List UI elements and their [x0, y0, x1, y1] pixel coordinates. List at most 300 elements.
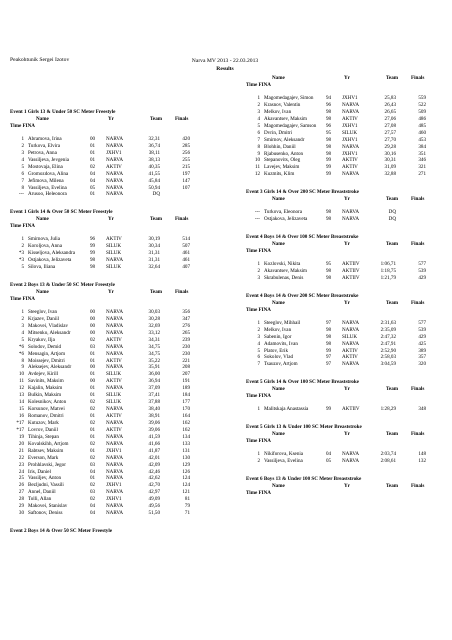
cell-yr: 02: [90, 406, 96, 413]
cell-team: SILUK: [342, 129, 357, 136]
cell-name: Smirnova, Julia: [28, 236, 60, 243]
cell-team: NARVA: [106, 329, 124, 336]
cell-name: Jefimova, Milena: [28, 177, 64, 184]
cell-name: Kutuzov, Mark: [28, 419, 59, 426]
cell-rank: *17: [16, 419, 24, 426]
cell-finals: 42,01: [148, 454, 160, 461]
cell-team: JXHV1: [106, 496, 122, 503]
result-row: [246, 216, 452, 223]
cell-finals: 49,09: [148, 496, 160, 503]
cell-rank: 8: [21, 184, 24, 191]
cell-name: Steeglov, Ivan: [28, 308, 58, 315]
header-team: Team: [386, 299, 398, 306]
cell-team: SILUK: [106, 399, 121, 406]
cell-rank: 13: [18, 392, 24, 399]
cell-fina: 221: [182, 357, 190, 364]
cell-team: NARVA: [106, 385, 124, 392]
cell-team: NARVA: [106, 322, 124, 329]
cell-yr: 01: [90, 413, 96, 420]
cell-finals: 2:03,74: [380, 451, 396, 458]
cell-rank: 8: [21, 357, 24, 364]
cell-yr: 99: [326, 406, 332, 413]
cell-name: Silova, Iliana: [28, 264, 56, 271]
cell-fina: 230: [182, 343, 190, 350]
result-row: [246, 451, 452, 458]
cell-yr: 94: [326, 95, 332, 101]
organizer-label: Peakohtunik Sergei Izotov: [10, 57, 70, 63]
time-fina-label: Time FINA: [246, 438, 271, 445]
cell-rank: 3: [257, 274, 260, 281]
cell-finals: 2:35,09: [380, 326, 396, 333]
result-row: [246, 354, 452, 361]
cell-finals: 2:31,63: [380, 319, 396, 326]
table-header: [246, 386, 452, 393]
result-row: [246, 151, 452, 158]
cell-finals: 2:08,61: [380, 458, 396, 465]
cell-rank: 1: [257, 406, 260, 413]
cell-finals: 41,66: [148, 440, 160, 447]
header-finals: Finals: [411, 431, 425, 438]
cell-yr: 98: [326, 108, 332, 115]
time-fina-label: Time FINA: [246, 248, 271, 255]
cell-rank: 6: [257, 354, 260, 361]
cell-name: Magomedagajev, Samson: [264, 122, 317, 129]
cell-finals: 39,06: [148, 426, 160, 433]
cell-yr: 98: [326, 267, 332, 274]
cell-yr: 98: [326, 340, 332, 347]
cell-name: Gromozdova, Alina: [28, 170, 69, 177]
cell-rank: 23: [18, 461, 24, 468]
cell-yr: 97: [326, 361, 332, 368]
header-name: Name: [36, 115, 49, 122]
cell-rank: *3: [18, 257, 24, 264]
cell-yr: 98: [326, 216, 332, 223]
cell-name: Vassiljev, Anton: [28, 475, 62, 482]
result-row: [10, 243, 220, 250]
cell-finals: 30,03: [148, 308, 160, 315]
result-row: [10, 496, 220, 503]
result-row: [246, 275, 452, 282]
header-finals: Finals: [175, 288, 189, 295]
cell-fina: 514: [182, 236, 190, 243]
cell-finals: 30,19: [148, 236, 160, 243]
cell-rank: 11: [19, 378, 24, 385]
cell-rank: 1: [257, 319, 260, 326]
cell-yr: 01: [90, 426, 96, 433]
header-finals: Finals: [411, 196, 425, 203]
cell-fina: 351: [418, 150, 426, 157]
cell-name: Kajalin, Maksim: [28, 385, 63, 392]
header-yr: Yr: [344, 241, 350, 248]
cell-rank: 4: [257, 115, 260, 122]
cell-finals: 40,35: [148, 163, 160, 170]
cell-name: Koroljova, Anna: [28, 243, 62, 250]
cell-yr: 96: [90, 236, 96, 243]
cell-fina: 461: [182, 250, 190, 257]
cell-name: Sabenin, Igor: [264, 333, 292, 340]
cell-rank: 5: [21, 163, 24, 170]
cell-rank: 9: [257, 150, 260, 157]
header-name: Name: [272, 196, 285, 203]
cell-name: Platov, Erik: [264, 347, 289, 354]
cell-name: Akavantsev, Maksim: [264, 267, 307, 274]
cell-name: Prohhlavski, Jegor: [28, 461, 66, 468]
cell-yr: 01: [90, 447, 96, 454]
cell-fina: 191: [182, 378, 190, 385]
cell-finals: 32,64: [148, 264, 160, 271]
cell-fina: 177: [182, 399, 190, 406]
result-row: [246, 137, 452, 144]
result-row: [10, 448, 220, 455]
result-row: [10, 309, 220, 316]
cell-name: Ostjakova, Jelizaveta: [264, 216, 308, 223]
cell-name: Ostjakova, Jelizaveta: [28, 257, 72, 264]
header-name: Name: [272, 483, 285, 490]
cell-fina: 170: [182, 406, 190, 413]
cell-fina: 453: [418, 136, 426, 143]
cell-team: SILUK: [106, 392, 121, 399]
cell-team: NARVA: [342, 319, 360, 326]
cell-name: Lavejev, Maksim: [264, 164, 300, 171]
cell-name: Melkov, Ivan: [264, 108, 292, 115]
result-row: [10, 236, 220, 243]
result-row: [10, 392, 220, 399]
table-header: [10, 289, 220, 296]
cell-finals: 45,84: [148, 177, 160, 184]
result-row: [10, 462, 220, 469]
result-row: [10, 143, 220, 150]
header-team: Team: [386, 483, 398, 490]
cell-yr: 98: [90, 257, 96, 264]
result-row: [10, 427, 220, 434]
cell-yr: 02: [90, 336, 96, 343]
cell-name: Kolesnikov, Anton: [28, 399, 67, 406]
cell-finals: 27,70: [384, 136, 396, 143]
result-row: [246, 116, 452, 123]
cell-rank: 7: [21, 177, 24, 184]
result-row: [10, 413, 220, 420]
header-finals: Finals: [175, 216, 189, 223]
result-row: [10, 510, 220, 517]
cell-rank: 15: [18, 406, 24, 413]
cell-team: NARVA: [342, 216, 360, 223]
result-row: [10, 482, 220, 489]
cell-rank: 20: [18, 440, 24, 447]
cell-team: SILUK: [342, 333, 357, 340]
cell-name: Kozlovski, Nikita: [264, 261, 301, 268]
cell-name: Vassiljeva, Evelina: [28, 184, 67, 191]
cell-finals: 32,31: [148, 135, 160, 142]
cell-fina: 239: [182, 336, 190, 343]
cell-yr: 98: [326, 143, 332, 150]
cell-yr: 01: [90, 357, 96, 364]
cell-fina: 129: [182, 461, 190, 468]
cell-fina: 197: [182, 170, 190, 177]
cell-fina: 256: [182, 149, 190, 156]
cell-rank: 12: [254, 171, 260, 178]
cell-fina: 461: [182, 257, 190, 264]
cell-rank: 24: [18, 468, 24, 475]
cell-rank: 3: [21, 149, 24, 156]
cell-finals: 36,00: [148, 371, 160, 378]
result-row: [10, 385, 220, 392]
result-row: [246, 406, 452, 413]
cell-rank: 1: [21, 308, 24, 315]
cell-name: Solodov, Demid: [28, 343, 62, 350]
header-finals: Finals: [411, 483, 425, 490]
cell-rank: 14: [18, 399, 24, 406]
cell-finals: 29,28: [384, 143, 396, 150]
header-name: Name: [36, 216, 49, 223]
cell-fina: 215: [182, 163, 190, 170]
time-fina-label: Time FINA: [246, 393, 271, 400]
left-column: [10, 109, 220, 535]
result-row: [10, 364, 220, 371]
cell-finals: 30,28: [148, 315, 160, 322]
result-row: [246, 95, 452, 102]
cell-fina: 389: [418, 347, 426, 354]
cell-rank: 28: [18, 496, 24, 503]
table-header: [246, 241, 452, 248]
cell-name: Sokolov, Vlad: [264, 354, 294, 361]
cell-yr: 03: [90, 343, 96, 350]
cell-team: NARVA: [106, 406, 124, 413]
result-row: [10, 420, 220, 427]
cell-yr: 00: [90, 378, 96, 385]
cell-team: NARVA: [342, 108, 360, 115]
cell-finals: 2:47,91: [380, 340, 396, 347]
cell-rank: 6: [21, 170, 24, 177]
result-row: [10, 164, 220, 171]
cell-fina: 522: [418, 101, 426, 108]
cell-name: Skrabulenas, Denis: [264, 274, 304, 281]
cell-rank: 25: [18, 475, 24, 482]
result-row: [10, 191, 220, 198]
cell-team: AKTIIV: [342, 406, 360, 413]
header-team: Team: [386, 241, 398, 248]
cell-name: Tolli, Allan: [28, 496, 52, 503]
result-row: [10, 406, 220, 413]
result-row: [10, 455, 220, 462]
cell-finals: 34,31: [148, 336, 160, 343]
cell-yr: 98: [326, 274, 332, 281]
cell-team: SILUK: [106, 371, 121, 378]
cell-name: Romanov, Dmitri: [28, 413, 64, 420]
cell-name: Annel, Daniil: [28, 489, 56, 496]
cell-rank: 1: [21, 135, 24, 142]
cell-fina: 285: [182, 142, 190, 149]
cell-finals: 3:04,59: [380, 361, 396, 368]
cell-team: JXHV1: [342, 136, 358, 143]
cell-rank: ---: [254, 216, 260, 223]
cell-team: NARVA: [342, 340, 360, 347]
cell-name: Adamovits, Ivan: [264, 340, 298, 347]
cell-yr: 02: [90, 419, 96, 426]
header-name: Name: [272, 299, 285, 306]
cell-team: JXHV1: [342, 150, 358, 157]
header-team: Team: [150, 115, 162, 122]
cell-name: Dvrin, Dmitri: [264, 129, 293, 136]
cell-finals: 30,16: [384, 150, 396, 157]
cell-team: JXHV1: [106, 149, 122, 156]
cell-team: JXHV1: [106, 447, 122, 454]
cell-yr: 02: [90, 163, 96, 170]
cell-yr: 01: [90, 156, 96, 163]
cell-yr: 00: [90, 315, 96, 322]
cell-rank: 2: [257, 267, 260, 274]
result-row: [10, 178, 220, 185]
cell-rank: 3: [257, 333, 260, 340]
cell-finals: 49,56: [148, 503, 160, 510]
cell-yr: 99: [326, 157, 332, 164]
result-row: [246, 164, 452, 171]
header-team: Team: [386, 431, 398, 438]
cell-team: NARVA: [106, 454, 124, 461]
cell-fina: 577: [418, 319, 426, 326]
cell-fina: 271: [418, 171, 426, 178]
cell-name: Saftonov, Deniss: [28, 510, 63, 517]
time-fina-label: Time FINA: [10, 122, 35, 129]
cell-fina: 348: [418, 406, 426, 413]
header-yr: Yr: [344, 196, 350, 203]
table-header: [246, 75, 452, 82]
cell-team: NARVA: [106, 510, 124, 517]
cell-rank: *6: [18, 350, 24, 357]
cell-fina: 107: [182, 184, 190, 191]
cell-finals: 50,94: [148, 184, 160, 191]
cell-fina: 162: [182, 426, 190, 433]
cell-yr: 02: [90, 496, 96, 503]
cell-rank: 5: [257, 347, 260, 354]
cell-finals: 42,70: [148, 482, 160, 489]
cell-team: NARVA: [106, 364, 124, 371]
cell-name: Smirnov, Aleksandr: [264, 136, 305, 143]
cell-fina: 407: [182, 264, 190, 271]
cell-fina: 320: [418, 361, 426, 368]
cell-finals: 2:47,32: [380, 333, 396, 340]
cell-fina: 346: [418, 157, 426, 164]
time-fina-label: Time FINA: [10, 295, 35, 302]
cell-rank: 30: [18, 510, 24, 517]
result-row: [10, 434, 220, 441]
cell-fina: 384: [418, 143, 426, 150]
cell-fina: 425: [418, 340, 426, 347]
time-fina-label: Time FINA: [246, 490, 271, 497]
cell-team: NARVA: [106, 468, 124, 475]
cell-name: Bezljudni, Vassili: [28, 482, 64, 489]
result-row: [246, 109, 452, 116]
result-row: [246, 102, 452, 109]
cell-yr: 99: [326, 171, 332, 178]
cell-name: Kovalskihh, Artjom: [28, 440, 69, 447]
result-row: [10, 316, 220, 323]
cell-team: NARVA: [106, 489, 124, 496]
cell-rank: 10: [18, 371, 24, 378]
event-title: Event 1 Girls 13 & Under 50 SC Meter Freestyle: [10, 109, 116, 115]
cell-yr: 04: [90, 170, 96, 177]
cell-name: Kryakov, Ilja: [28, 336, 55, 343]
cell-fina: 164: [182, 413, 190, 420]
cell-yr: 98: [326, 136, 332, 143]
result-row: [10, 399, 220, 406]
cell-rank: 9: [21, 364, 24, 371]
cell-yr: 02: [90, 454, 96, 461]
cell-finals: 32,69: [148, 322, 160, 329]
cell-rank: 1: [21, 236, 24, 243]
cell-finals: DQ: [388, 209, 396, 216]
cell-yr: 04: [90, 468, 96, 475]
result-row: [246, 320, 452, 327]
result-row: [10, 157, 220, 164]
cell-rank: 6: [257, 129, 260, 136]
result-row: [246, 334, 452, 341]
cell-finals: 42,62: [148, 475, 160, 482]
cell-team: AKTIV: [106, 236, 122, 243]
cell-finals: 27,06: [384, 115, 396, 122]
cell-fina: 321: [418, 164, 426, 171]
cell-team: AKTIV: [342, 157, 358, 164]
cell-yr: 01: [90, 371, 96, 378]
cell-rank: 29: [18, 503, 24, 510]
cell-name: Bulkin, Maksim: [28, 392, 62, 399]
table-header: [246, 431, 452, 438]
event-title: Event 2 Boys 13 & Under 50 SC Meter Freestyle: [10, 282, 115, 289]
result-row: [246, 209, 452, 216]
cell-finals: 38,11: [148, 149, 160, 156]
cell-yr: 00: [90, 135, 96, 142]
cell-finals: 35,22: [148, 357, 160, 364]
cell-fina: 126: [182, 468, 190, 475]
cell-fina: 509: [418, 108, 426, 115]
cell-yr: 00: [90, 308, 96, 315]
cell-team: JXHV1: [342, 122, 358, 129]
cell-fina: 71: [184, 510, 190, 517]
cell-rank: 26: [18, 482, 24, 489]
cell-team: AKTIV: [106, 163, 122, 170]
cell-team: JXHV1: [342, 95, 358, 101]
cell-finals: DQ: [152, 191, 160, 198]
cell-team: NARVA: [106, 419, 124, 426]
cell-team: AKTIV: [106, 378, 122, 385]
result-row: [10, 337, 220, 344]
cell-team: NARVA: [106, 343, 124, 350]
cell-rank: *17: [16, 426, 24, 433]
cell-rank: 3: [21, 322, 24, 329]
cell-team: AKTIV: [106, 336, 122, 343]
cell-name: Tihinja, Stepan: [28, 433, 59, 440]
cell-fina: 255: [182, 156, 190, 163]
cell-name: Avdejev, Kirill: [28, 371, 59, 378]
result-row: [246, 144, 452, 151]
cell-yr: 02: [90, 399, 96, 406]
header-finals: Finals: [411, 386, 425, 393]
cell-name: Turkova, Eleonora: [264, 209, 303, 216]
cell-team: NARVA: [342, 171, 360, 178]
cell-fina: 208: [182, 364, 190, 371]
cell-rank: 2: [257, 326, 260, 333]
cell-name: Arusoo, Heleonora: [28, 191, 67, 198]
cell-finals: 39,06: [148, 419, 160, 426]
header-yr: Yr: [344, 299, 350, 306]
result-row: [246, 157, 452, 164]
header-team: Team: [386, 196, 398, 203]
cell-yr: 03: [90, 461, 96, 468]
cell-name: Mostovaja, Elina: [28, 163, 63, 170]
cell-team: NARVA: [106, 315, 124, 322]
cell-fina: 347: [182, 315, 190, 322]
cell-team: AKTIIV: [342, 274, 360, 281]
cell-yr: 99: [326, 164, 332, 171]
